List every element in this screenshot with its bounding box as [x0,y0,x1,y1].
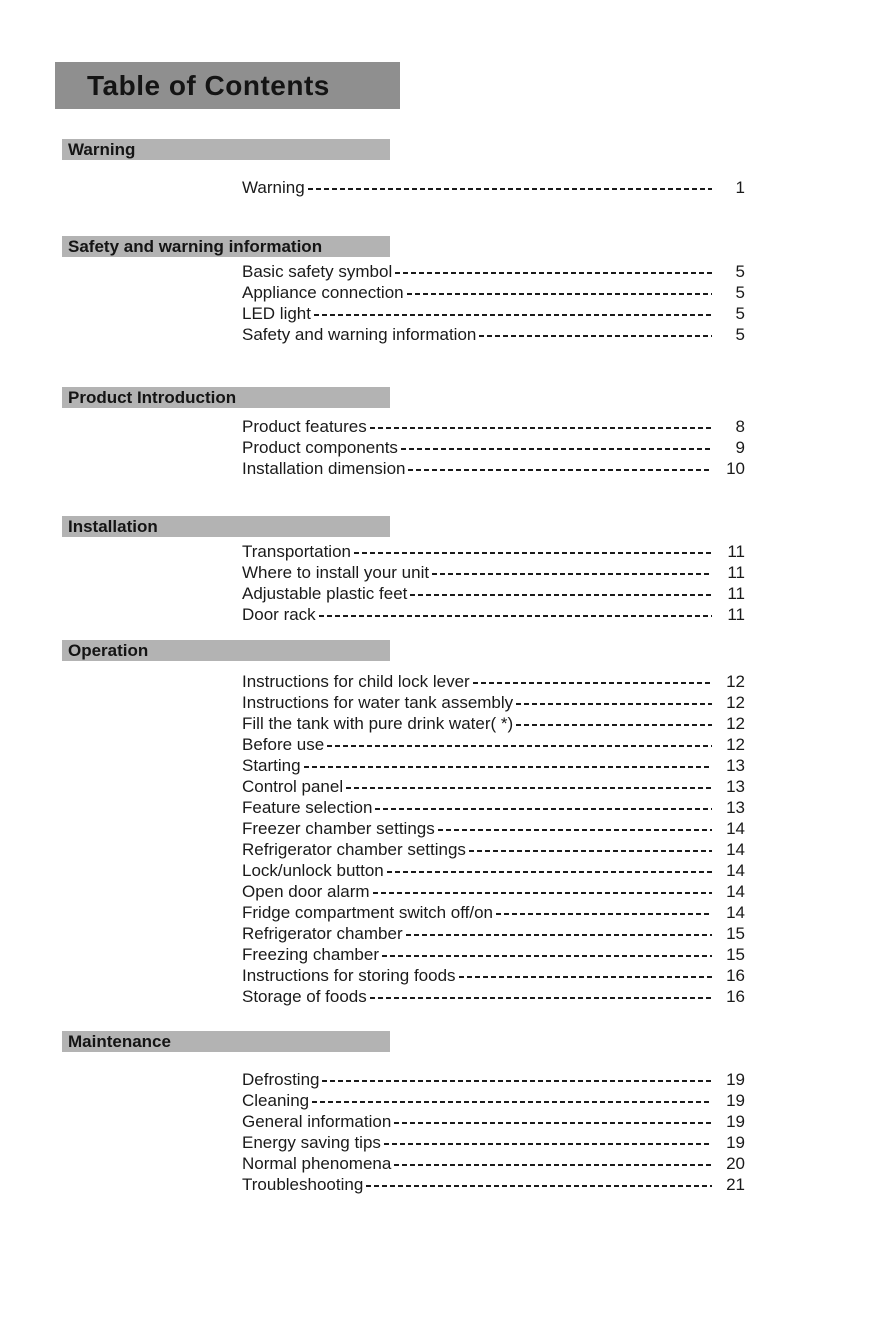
dash-leader [346,787,712,789]
toc-entry [242,583,745,604]
toc-entry-label: Instructions for storing foods [242,966,456,985]
toc-entry-label: Basic safety symbol [242,262,393,281]
toc-entry-label: LED light [242,304,311,323]
toc-entry-page: 1 [735,178,745,197]
dash-leader [401,448,712,450]
entry-list [242,1069,745,1195]
toc-entry-page: 11 [727,605,745,624]
toc-entry-label: Open door alarm [242,882,370,901]
toc-section-installation [62,516,874,625]
dash-leader [408,469,712,471]
toc-entry [242,797,745,818]
toc-entry-page: 5 [735,325,745,344]
toc-entry-label: Control panel [242,777,344,796]
toc-entry-page: 12 [726,693,745,712]
section-heading: Maintenance [68,1031,171,1051]
dash-leader [370,427,712,429]
toc-entry [242,261,745,282]
toc-entry-page: 12 [726,714,745,733]
dash-leader [304,766,712,768]
toc-entry-label: Product components [242,438,398,457]
dash-leader [312,1101,712,1103]
dash-leader [382,955,712,957]
dash-leader [322,1080,712,1082]
dash-leader [432,573,712,575]
toc-entry [242,541,745,562]
toc-entry-page: 20 [726,1154,745,1173]
dash-leader [327,745,712,747]
dash-leader [469,850,712,852]
toc-entry-label: Product features [242,417,367,436]
entry-list [242,177,745,198]
toc-entry-page: 15 [726,945,745,964]
dash-leader [387,871,712,873]
toc-entry [242,881,745,902]
toc-entry [242,416,745,437]
toc-section-product-introduction [62,387,874,479]
toc-entry-page: 14 [726,840,745,859]
dash-leader [384,1143,712,1145]
section-heading: Safety and warning information [68,236,323,256]
toc-entry-page: 15 [726,924,745,943]
toc-entry-label: Door rack [242,605,316,624]
toc-entry-page: 5 [735,262,745,281]
toc-entry-label: Warning [242,178,305,197]
section-header [62,387,390,408]
toc-entry-label: Troubleshooting [242,1175,364,1194]
dash-leader [516,703,712,705]
section-header [62,640,390,661]
toc-entry-label: Fridge compartment switch off/on [242,903,494,922]
toc-entry-page: 12 [726,735,745,754]
toc-entry-label: Instructions for water tank assembly [242,693,514,712]
toc-entry-page: 5 [735,304,745,323]
dash-leader [354,552,712,554]
toc-entry-label: Energy saving tips [242,1133,381,1152]
toc-entry-label: Feature selection [242,798,373,817]
toc-entry-label: Adjustable plastic feet [242,584,408,603]
dash-leader [394,1164,712,1166]
toc-entry-page: 11 [727,584,745,603]
toc-entry [242,902,745,923]
toc-entry [242,923,745,944]
toc-entry [242,1174,745,1195]
dash-leader [473,682,712,684]
toc-entry-page: 14 [726,882,745,901]
toc-entry [242,1090,745,1111]
toc-entry [242,324,745,345]
toc-entry-label: General information [242,1112,392,1131]
toc-entry-page: 8 [735,417,745,436]
toc-entry-page: 13 [726,777,745,796]
toc-section-operation [62,640,874,1007]
dash-leader [459,976,712,978]
toc-entry-page: 14 [726,903,745,922]
toc-entry [242,965,745,986]
toc-entry-page: 19 [726,1070,745,1089]
toc-section-maintenance [62,1031,874,1195]
toc-entry [242,303,745,324]
section-header [62,236,390,257]
toc-entry-label: Starting [242,756,301,775]
toc-entry-page: 19 [726,1091,745,1110]
toc-entry-label: Fill the tank with pure drink water( *) [242,714,514,733]
toc-entry [242,177,745,198]
section-heading: Installation [68,516,158,536]
toc-entry-page: 19 [726,1133,745,1152]
toc-entry [242,562,745,583]
toc-entry [242,734,745,755]
toc-entry [242,986,745,1007]
section-heading: Product Introduction [68,387,237,407]
toc-entry [242,860,745,881]
dash-leader [373,892,712,894]
toc-entry-page: 5 [735,283,745,302]
toc-entry-page: 9 [735,438,745,457]
toc-entry [242,671,745,692]
dash-leader [516,724,712,726]
toc-entry [242,1153,745,1174]
section-header [62,516,390,537]
toc-entry-page: 21 [726,1175,745,1194]
dash-leader [314,314,712,316]
toc-entry-label: Where to install your unit [242,563,430,582]
toc-entry-label: Before use [242,735,325,754]
toc-entry-label: Appliance connection [242,283,404,302]
section-heading: Warning [68,139,136,159]
dash-leader [406,934,712,936]
toc-entry [242,944,745,965]
toc-section-warning [62,139,874,198]
toc-entry-label: Safety and warning information [242,325,477,344]
dash-leader [395,272,712,274]
toc-entry [242,1111,745,1132]
toc-entry [242,713,745,734]
entry-list [242,671,745,1007]
toc-entry-label: Installation dimension [242,459,406,478]
toc-entry-page: 11 [727,563,745,582]
dash-leader [407,293,712,295]
dash-leader [308,188,712,190]
toc-entry-page: 14 [726,819,745,838]
toc-entry [242,604,745,625]
toc-entry-page: 16 [726,987,745,1006]
dash-leader [496,913,712,915]
toc-entry [242,1069,745,1090]
dash-leader [410,594,712,596]
toc-entry-label: Lock/unlock button [242,861,384,880]
dash-leader [438,829,712,831]
toc-entry-page: 13 [726,756,745,775]
toc-entry [242,1132,745,1153]
section-header [62,1031,390,1052]
toc-entry [242,818,745,839]
toc-entry [242,692,745,713]
toc-entry [242,282,745,303]
toc-entry-label: Freezer chamber settings [242,819,435,838]
toc-entry-label: Transportation [242,542,351,561]
toc-entry [242,437,745,458]
dash-leader [319,615,712,617]
toc-entry-label: Refrigerator chamber [242,924,403,943]
toc-entry-page: 10 [726,459,745,478]
toc-entry-label: Defrosting [242,1070,320,1089]
toc-entry-page: 19 [726,1112,745,1131]
dash-leader [394,1122,712,1124]
dash-leader [370,997,712,999]
section-heading: Operation [68,640,149,660]
toc-entry [242,776,745,797]
toc-entry-page: 13 [726,798,745,817]
section-header [62,139,390,160]
toc-section-safety [62,236,874,345]
toc-entry-label: Cleaning [242,1091,310,1110]
toc-entry-label: Instructions for child lock lever [242,672,470,691]
page-title: Table of Contents [87,69,330,101]
dash-leader [366,1185,712,1187]
dash-leader [479,335,712,337]
entry-list [242,541,745,625]
dash-leader [375,808,712,810]
toc-entry [242,839,745,860]
entry-list [242,416,745,479]
toc-entry-label: Storage of foods [242,987,367,1006]
toc-entry-page: 14 [726,861,745,880]
toc-entry-label: Normal phenomena [242,1154,392,1173]
toc-entry-page: 11 [727,542,745,561]
toc-entry-label: Freezing chamber [242,945,380,964]
toc-entry-label: Refrigerator chamber settings [242,840,466,859]
toc-entry [242,458,745,479]
entry-list [242,261,745,345]
toc-entry-page: 16 [726,966,745,985]
toc-entry-page: 12 [726,672,745,691]
toc-entry [242,755,745,776]
page-title-bar [55,62,400,109]
